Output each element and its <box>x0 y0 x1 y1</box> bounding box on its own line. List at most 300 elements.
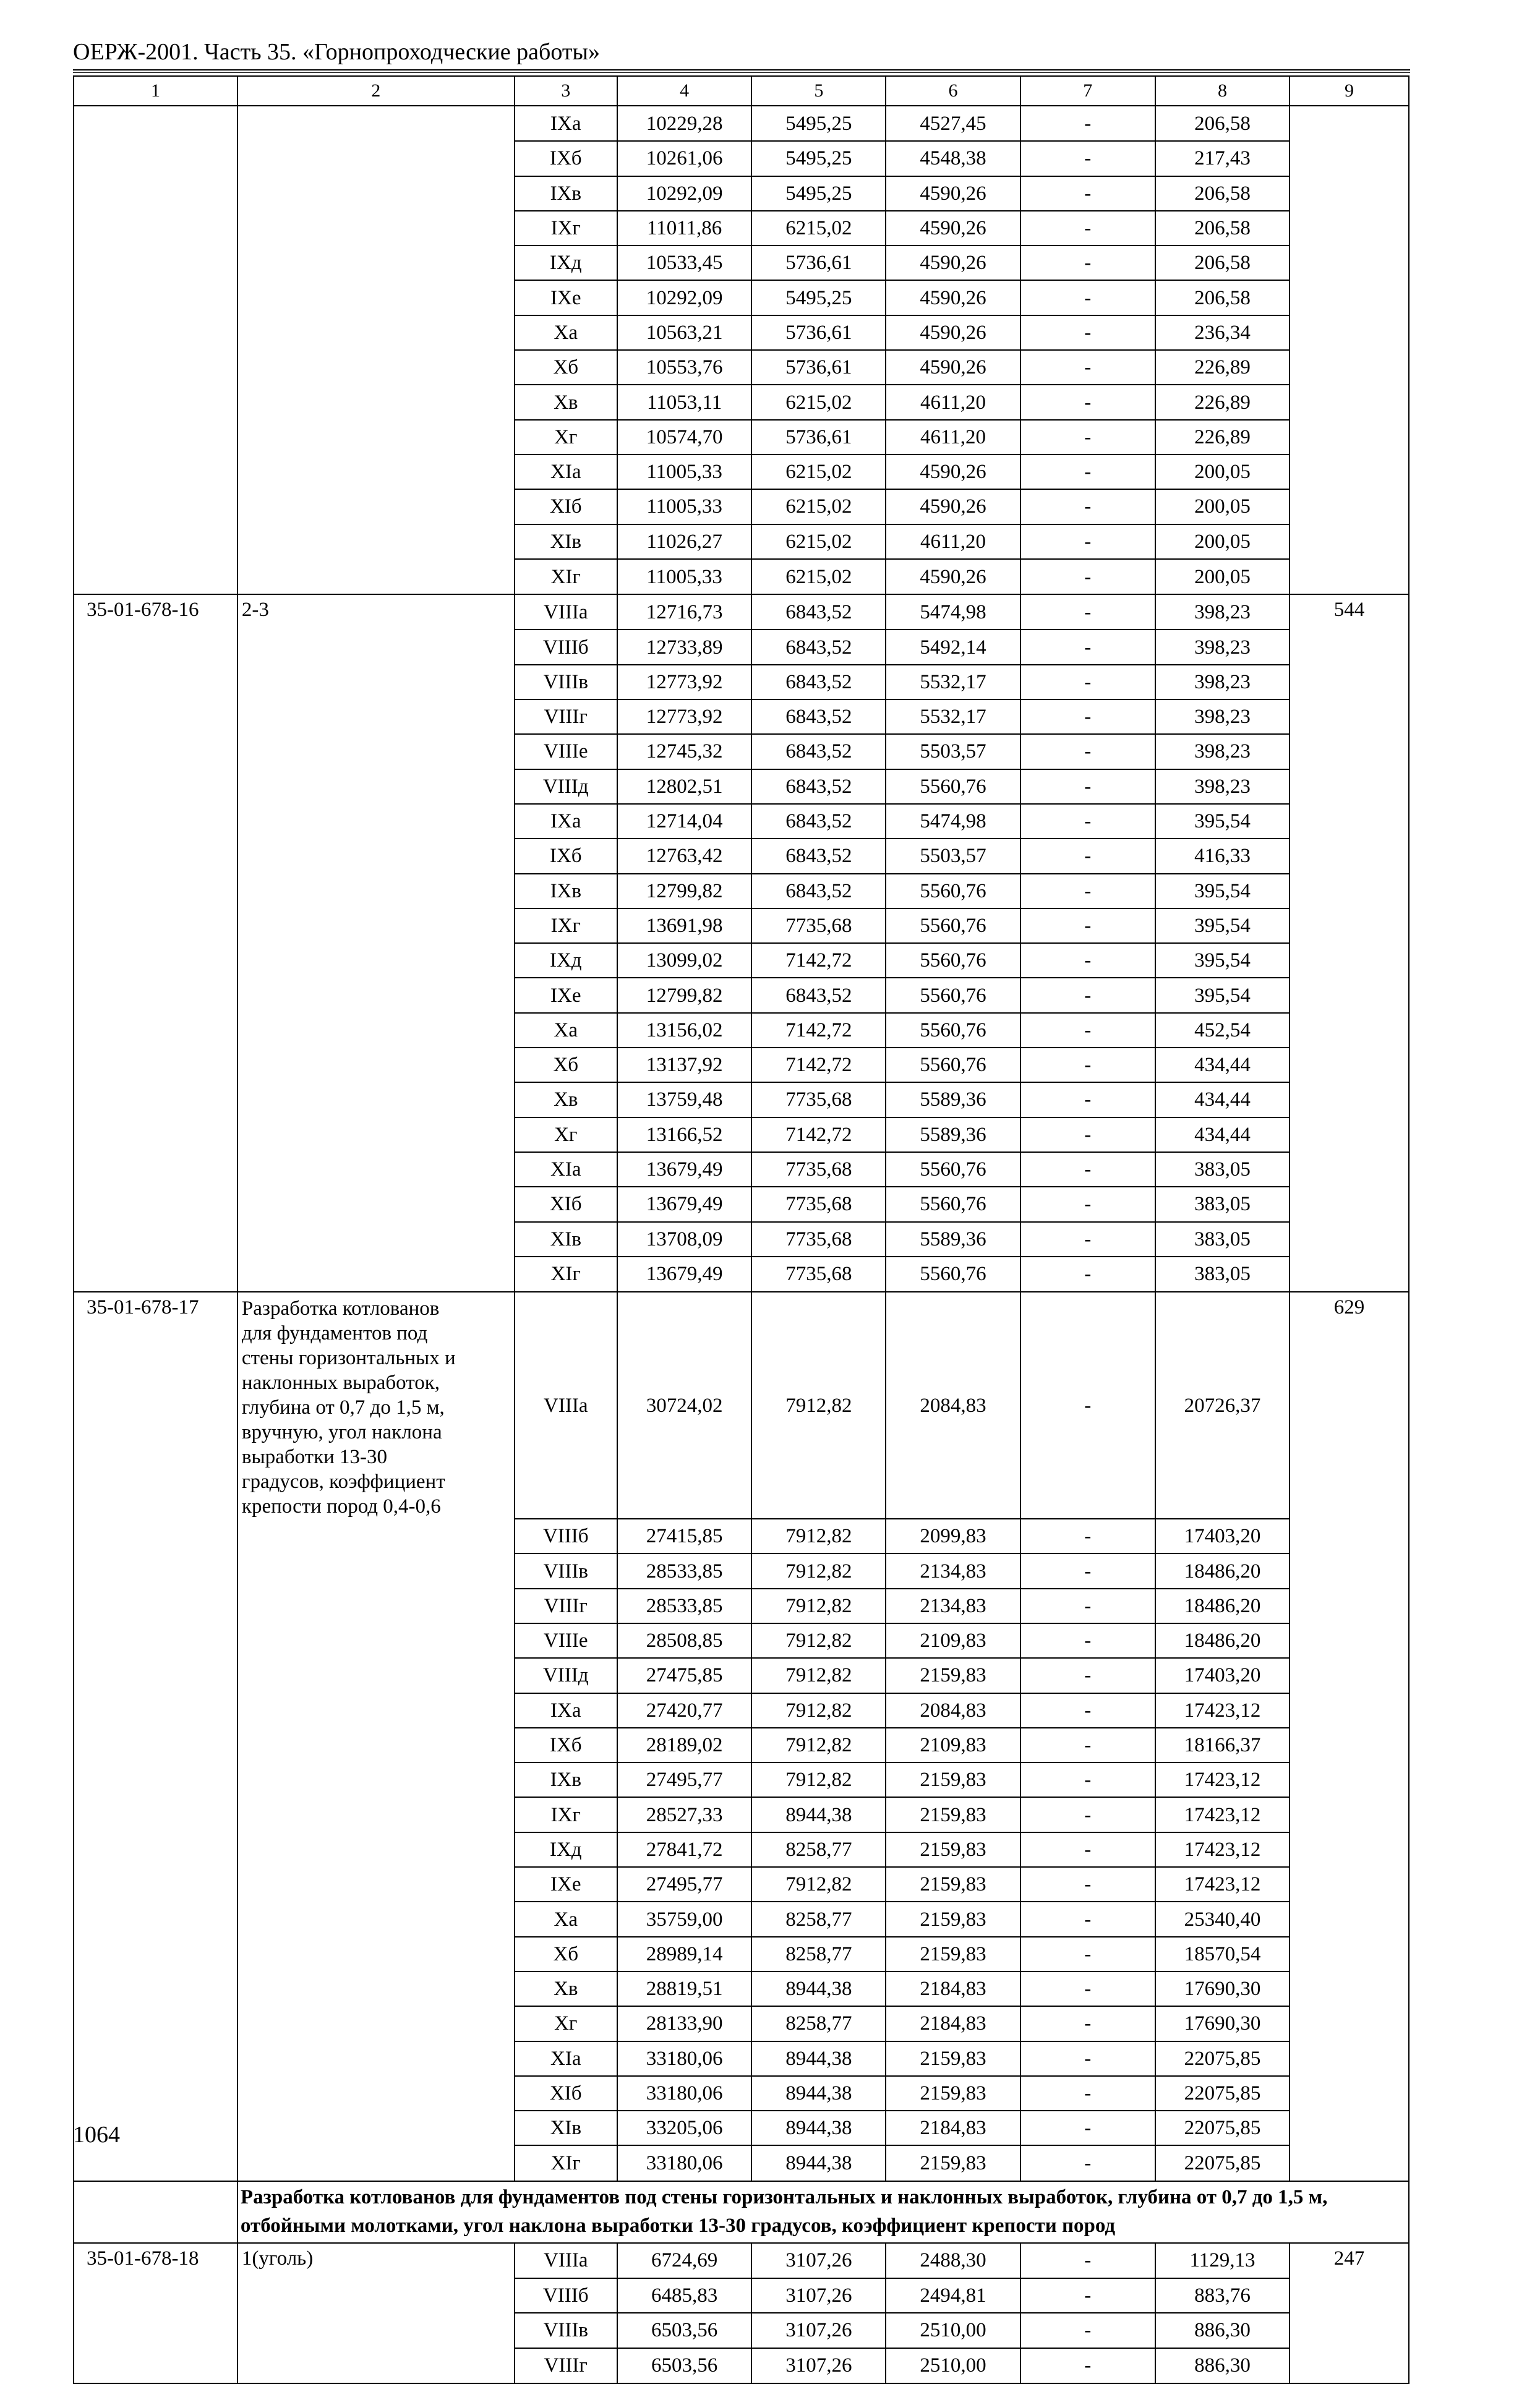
resource-code-cell <box>74 630 237 664</box>
resource-code-cell <box>74 1117 237 1152</box>
value-cell: 4611,20 <box>886 524 1020 559</box>
value-cell: - <box>1020 1728 1155 1762</box>
value-cell: 5474,98 <box>886 594 1020 630</box>
group-cell: XIв <box>515 1222 617 1257</box>
value-cell: 4590,26 <box>886 176 1020 211</box>
table-row <box>74 1257 1409 1292</box>
column9-cell <box>1290 943 1409 978</box>
work-name-cell <box>237 2145 515 2181</box>
value-cell: 4590,26 <box>886 350 1020 385</box>
value-cell: 7735,68 <box>751 1257 886 1292</box>
value-cell: 5736,61 <box>751 350 886 385</box>
value-cell: 12733,89 <box>617 630 751 664</box>
value-cell: 6843,52 <box>751 665 886 699</box>
value-cell: - <box>1020 1082 1155 1117</box>
value-cell: 4590,26 <box>886 315 1020 350</box>
resource-code-cell <box>74 1693 237 1728</box>
work-name-cell <box>237 1257 515 1292</box>
value-cell: 4590,26 <box>886 559 1020 594</box>
column9-cell <box>1290 2006 1409 2041</box>
work-name-cell <box>237 1937 515 1972</box>
column9-cell <box>1290 1867 1409 1902</box>
resource-code-cell <box>74 1972 237 2006</box>
value-cell: 398,23 <box>1155 630 1290 664</box>
resource-code-cell <box>74 1623 237 1658</box>
work-name-cell <box>237 385 515 419</box>
value-cell: 28133,90 <box>617 2006 751 2041</box>
table-row <box>74 524 1409 559</box>
value-cell: 4590,26 <box>886 455 1020 489</box>
value-cell: 5495,25 <box>751 176 886 211</box>
value-cell: 5589,36 <box>886 1082 1020 1117</box>
value-cell: 5560,76 <box>886 1152 1020 1187</box>
value-cell: 2159,83 <box>886 2076 1020 2111</box>
value-cell: 17423,12 <box>1155 1693 1290 1728</box>
group-cell: XIг <box>515 1257 617 1292</box>
table-row <box>74 1762 1409 1797</box>
value-cell: 2159,83 <box>886 1797 1020 1832</box>
value-cell: 434,44 <box>1155 1117 1290 1152</box>
value-cell: 6843,52 <box>751 630 886 664</box>
work-name-cell <box>237 2348 515 2383</box>
work-name-cell <box>237 1658 515 1693</box>
value-cell: 200,05 <box>1155 455 1290 489</box>
table-row <box>74 1693 1409 1728</box>
value-cell: - <box>1020 2145 1155 2181</box>
work-name-cell <box>237 1972 515 2006</box>
group-cell: Xб <box>515 350 617 385</box>
work-name-cell <box>237 141 515 176</box>
work-name-cell <box>237 176 515 211</box>
work-name-cell <box>237 943 515 978</box>
resource-code-cell <box>74 804 237 839</box>
table-row <box>74 1013 1409 1048</box>
value-cell: - <box>1020 1589 1155 1623</box>
value-cell: 12716,73 <box>617 594 751 630</box>
value-cell: 6843,52 <box>751 874 886 908</box>
value-cell: - <box>1020 1117 1155 1152</box>
table-row <box>74 699 1409 734</box>
column9-cell: 629 <box>1290 1292 1409 1519</box>
work-name-cell <box>237 1519 515 1553</box>
table-body <box>74 76 1409 2383</box>
table-row <box>74 1048 1409 1082</box>
group-cell: Xб <box>515 1937 617 1972</box>
value-cell: 10292,09 <box>617 176 751 211</box>
table-row <box>74 2313 1409 2348</box>
value-cell: - <box>1020 246 1155 280</box>
work-name-line: градусов, коэффициент <box>241 1471 445 1493</box>
resource-code-cell <box>74 420 237 455</box>
value-cell: 2184,83 <box>886 2006 1020 2041</box>
value-cell: 6215,02 <box>751 524 886 559</box>
table-row <box>74 769 1409 804</box>
value-cell: 5492,14 <box>886 630 1020 664</box>
value-cell: - <box>1020 908 1155 943</box>
value-cell: - <box>1020 1693 1155 1728</box>
work-name-cell <box>237 1222 515 1257</box>
column9-cell <box>1290 1589 1409 1623</box>
value-cell: 5495,25 <box>751 106 886 141</box>
value-cell: - <box>1020 2313 1155 2348</box>
value-cell: 7735,68 <box>751 1082 886 1117</box>
header-rule-thin <box>73 72 1410 73</box>
resource-code-cell <box>74 2313 237 2348</box>
table-row <box>74 1187 1409 1221</box>
column9-cell <box>1290 1762 1409 1797</box>
value-cell: 3107,26 <box>751 2313 886 2348</box>
value-cell: 383,05 <box>1155 1257 1290 1292</box>
value-cell: 398,23 <box>1155 665 1290 699</box>
page-number: 1064 <box>73 2122 120 2148</box>
value-cell: 2184,83 <box>886 2111 1020 2145</box>
value-cell: 2510,00 <box>886 2348 1020 2383</box>
resource-code-cell <box>74 978 237 1012</box>
value-cell: - <box>1020 1867 1155 1902</box>
value-cell: 7142,72 <box>751 1013 886 1048</box>
value-cell: 10553,76 <box>617 350 751 385</box>
value-cell: 6843,52 <box>751 978 886 1012</box>
value-cell: 22075,85 <box>1155 2076 1290 2111</box>
group-cell: VIIIа <box>515 594 617 630</box>
value-cell: - <box>1020 1902 1155 1936</box>
resource-code-cell <box>74 350 237 385</box>
value-cell: 8944,38 <box>751 1797 886 1832</box>
value-cell: - <box>1020 769 1155 804</box>
work-name-line: стены горизонтальных и <box>241 1347 456 1370</box>
work-name-cell <box>237 350 515 385</box>
value-cell: 28527,33 <box>617 1797 751 1832</box>
resource-code-cell <box>74 734 237 769</box>
group-cell: IXа <box>515 106 617 141</box>
value-cell: 2084,83 <box>886 1693 1020 1728</box>
resource-code-cell <box>74 2278 237 2313</box>
column9-cell <box>1290 1048 1409 1082</box>
value-cell: 6724,69 <box>617 2243 751 2278</box>
value-cell: 27415,85 <box>617 1519 751 1553</box>
group-cell: Xв <box>515 385 617 419</box>
resource-code-cell <box>74 1519 237 1553</box>
value-cell: 10261,06 <box>617 141 751 176</box>
value-cell: - <box>1020 1292 1155 1519</box>
table-row <box>74 280 1409 315</box>
value-cell: 8258,77 <box>751 1832 886 1867</box>
group-cell: VIIIб <box>515 2278 617 2313</box>
value-cell: 886,30 <box>1155 2348 1290 2383</box>
value-cell: 2184,83 <box>886 1972 1020 2006</box>
group-cell: Xа <box>515 1902 617 1936</box>
value-cell: - <box>1020 839 1155 873</box>
value-cell: 7735,68 <box>751 908 886 943</box>
resource-code-cell <box>74 665 237 699</box>
column9-cell <box>1290 978 1409 1012</box>
group-cell: VIIIв <box>515 665 617 699</box>
column9-cell <box>1290 2041 1409 2076</box>
value-cell: 17403,20 <box>1155 1519 1290 1553</box>
value-cell: 4548,38 <box>886 141 1020 176</box>
table-row <box>74 908 1409 943</box>
resource-code-cell <box>74 1187 237 1221</box>
resource-code-cell <box>74 1902 237 1936</box>
value-cell: 4611,20 <box>886 420 1020 455</box>
value-cell: 452,54 <box>1155 1013 1290 1048</box>
section-heading-row <box>74 2181 1409 2243</box>
value-cell: 5560,76 <box>886 1187 1020 1221</box>
group-cell: VIIIг <box>515 1589 617 1623</box>
group-cell: IXд <box>515 1832 617 1867</box>
value-cell: - <box>1020 2041 1155 2076</box>
value-cell: 6843,52 <box>751 734 886 769</box>
value-cell: 7912,82 <box>751 1658 886 1693</box>
work-name-cell <box>237 874 515 908</box>
column9-cell <box>1290 769 1409 804</box>
value-cell: 10574,70 <box>617 420 751 455</box>
value-cell: 13099,02 <box>617 943 751 978</box>
value-cell: 6843,52 <box>751 769 886 804</box>
column9-cell <box>1290 559 1409 594</box>
value-cell: 2159,83 <box>886 1832 1020 1867</box>
table-row <box>74 978 1409 1012</box>
value-cell: 5495,25 <box>751 141 886 176</box>
value-cell: 3107,26 <box>751 2278 886 2313</box>
value-cell: - <box>1020 420 1155 455</box>
work-name-cell <box>237 1013 515 1048</box>
value-cell: 10292,09 <box>617 280 751 315</box>
resource-code-cell: 35-01-678-17 <box>74 1292 237 1519</box>
value-cell: 7912,82 <box>751 1589 886 1623</box>
resource-code-cell <box>74 141 237 176</box>
resource-code-cell <box>74 1728 237 1762</box>
value-cell: 27495,77 <box>617 1762 751 1797</box>
column-number: 9 <box>1290 76 1409 106</box>
value-cell: 22075,85 <box>1155 2041 1290 2076</box>
value-cell: 2159,83 <box>886 2145 1020 2181</box>
value-cell: 8944,38 <box>751 2145 886 2181</box>
resource-code-cell <box>74 246 237 280</box>
value-cell: - <box>1020 1762 1155 1797</box>
resource-code-cell <box>74 1048 237 1082</box>
value-cell: 8944,38 <box>751 2041 886 2076</box>
resource-code-cell <box>74 908 237 943</box>
work-name-cell <box>237 1048 515 1082</box>
group-cell: VIIIг <box>515 2348 617 2383</box>
resource-code-cell <box>74 1152 237 1187</box>
value-cell: 416,33 <box>1155 839 1290 873</box>
table-row <box>74 2348 1409 2383</box>
value-cell: 10229,28 <box>617 106 751 141</box>
column9-cell <box>1290 1972 1409 2006</box>
column9-cell <box>1290 2145 1409 2181</box>
value-cell: - <box>1020 1222 1155 1257</box>
value-cell: 5736,61 <box>751 315 886 350</box>
resource-code-cell <box>74 1589 237 1623</box>
value-cell: 398,23 <box>1155 699 1290 734</box>
value-cell: - <box>1020 455 1155 489</box>
group-cell: IXе <box>515 280 617 315</box>
value-cell: 395,54 <box>1155 804 1290 839</box>
value-cell: - <box>1020 1832 1155 1867</box>
value-cell: 5589,36 <box>886 1222 1020 1257</box>
resource-code-cell <box>74 280 237 315</box>
value-cell: 2084,83 <box>886 1292 1020 1519</box>
table-row <box>74 2111 1409 2145</box>
value-cell: 6843,52 <box>751 699 886 734</box>
group-cell: VIIIг <box>515 699 617 734</box>
column9-cell <box>1290 1728 1409 1762</box>
value-cell: - <box>1020 2006 1155 2041</box>
column9-cell <box>1290 2278 1409 2313</box>
value-cell: 13679,49 <box>617 1257 751 1292</box>
column9-cell <box>1290 489 1409 524</box>
value-cell: 5736,61 <box>751 420 886 455</box>
group-cell: Xа <box>515 315 617 350</box>
value-cell: 22075,85 <box>1155 2111 1290 2145</box>
column9-cell <box>1290 2348 1409 2383</box>
table-row <box>74 1937 1409 1972</box>
value-cell: 7912,82 <box>751 1519 886 1553</box>
value-cell: 2109,83 <box>886 1728 1020 1762</box>
value-cell: 2134,83 <box>886 1589 1020 1623</box>
value-cell: 6485,83 <box>617 2278 751 2313</box>
column9-cell <box>1290 1693 1409 1728</box>
group-cell: Xг <box>515 420 617 455</box>
value-cell: 5560,76 <box>886 1013 1020 1048</box>
table-row <box>74 315 1409 350</box>
value-cell: - <box>1020 1048 1155 1082</box>
value-cell: 8944,38 <box>751 2076 886 2111</box>
column9-cell <box>1290 1152 1409 1187</box>
value-cell: 2159,83 <box>886 1867 1020 1902</box>
value-cell: 18166,37 <box>1155 1728 1290 1762</box>
value-cell: - <box>1020 943 1155 978</box>
work-name-cell <box>237 699 515 734</box>
value-cell: 7912,82 <box>751 1623 886 1658</box>
value-cell: - <box>1020 559 1155 594</box>
group-cell: XIб <box>515 2076 617 2111</box>
price-table <box>73 75 1410 2384</box>
work-name-cell <box>237 1728 515 1762</box>
group-cell: VIIIа <box>515 1292 617 1519</box>
value-cell: 7735,68 <box>751 1222 886 1257</box>
table-row <box>74 385 1409 419</box>
table-row <box>74 559 1409 594</box>
table-row <box>74 246 1409 280</box>
table-row <box>74 455 1409 489</box>
value-cell: 12763,42 <box>617 839 751 873</box>
value-cell: 10533,45 <box>617 246 751 280</box>
table-row <box>74 1589 1409 1623</box>
work-name-cell <box>237 804 515 839</box>
value-cell: 13679,49 <box>617 1152 751 1187</box>
table-row <box>74 839 1409 873</box>
column9-cell <box>1290 2076 1409 2111</box>
value-cell: 206,58 <box>1155 176 1290 211</box>
work-name-line: крепости пород 0,4-0,6 <box>241 1495 441 1518</box>
value-cell: 2494,81 <box>886 2278 1020 2313</box>
column9-cell <box>1290 1937 1409 1972</box>
value-cell: 11005,33 <box>617 559 751 594</box>
column9-cell <box>1290 1832 1409 1867</box>
resource-code-cell <box>74 2348 237 2383</box>
value-cell: - <box>1020 1937 1155 1972</box>
work-name-line: выработки 13-30 <box>241 1446 388 1469</box>
value-cell: 2159,83 <box>886 1937 1020 1972</box>
column9-cell <box>1290 455 1409 489</box>
column9-cell <box>1290 1658 1409 1693</box>
value-cell: - <box>1020 2111 1155 2145</box>
resource-code-cell <box>74 2006 237 2041</box>
column9-cell <box>1290 420 1409 455</box>
value-cell: - <box>1020 1658 1155 1693</box>
value-cell: 4590,26 <box>886 211 1020 246</box>
value-cell: 8944,38 <box>751 2111 886 2145</box>
value-cell: 200,05 <box>1155 559 1290 594</box>
table-row <box>74 106 1409 141</box>
resource-code-cell <box>74 1658 237 1693</box>
table-row <box>74 665 1409 699</box>
work-name-line: Разработка котлованов <box>241 1297 440 1320</box>
group-cell: XIг <box>515 559 617 594</box>
value-cell: 2510,00 <box>886 2313 1020 2348</box>
value-cell: 6215,02 <box>751 455 886 489</box>
group-cell: Xа <box>515 1013 617 1048</box>
column9-cell: 544 <box>1290 594 1409 630</box>
work-name-cell <box>237 2076 515 2111</box>
value-cell: 18486,20 <box>1155 1623 1290 1658</box>
value-cell: - <box>1020 350 1155 385</box>
value-cell: 18570,54 <box>1155 1937 1290 1972</box>
resource-code-cell <box>74 455 237 489</box>
value-cell: - <box>1020 1553 1155 1588</box>
section-code-cell <box>74 2181 237 2243</box>
work-name-cell <box>237 839 515 873</box>
value-cell: 33205,06 <box>617 2111 751 2145</box>
value-cell: 3107,26 <box>751 2243 886 2278</box>
group-cell: VIIIб <box>515 630 617 664</box>
table-row <box>74 2243 1409 2278</box>
group-cell: XIа <box>515 1152 617 1187</box>
table-row <box>74 1152 1409 1187</box>
value-cell: 398,23 <box>1155 769 1290 804</box>
value-cell: 6503,56 <box>617 2348 751 2383</box>
work-name-line: вручную, угол наклона <box>241 1421 442 1444</box>
value-cell: - <box>1020 176 1155 211</box>
value-cell: 395,54 <box>1155 943 1290 978</box>
group-cell: IXе <box>515 978 617 1012</box>
value-cell: 4590,26 <box>886 280 1020 315</box>
resource-code-cell <box>74 489 237 524</box>
value-cell: 30724,02 <box>617 1292 751 1519</box>
table-row <box>74 630 1409 664</box>
table-row <box>74 211 1409 246</box>
group-cell: VIIIе <box>515 734 617 769</box>
work-name-cell <box>237 2111 515 2145</box>
value-cell: 4527,45 <box>886 106 1020 141</box>
column9-cell <box>1290 211 1409 246</box>
value-cell: - <box>1020 2278 1155 2313</box>
value-cell: 2099,83 <box>886 1519 1020 1553</box>
value-cell: 6503,56 <box>617 2313 751 2348</box>
value-cell: 5560,76 <box>886 943 1020 978</box>
column9-cell <box>1290 699 1409 734</box>
value-cell: - <box>1020 2243 1155 2278</box>
value-cell: 398,23 <box>1155 734 1290 769</box>
value-cell: 6215,02 <box>751 211 886 246</box>
value-cell: 395,54 <box>1155 978 1290 1012</box>
column-number: 4 <box>617 76 751 106</box>
work-name-cell <box>237 489 515 524</box>
resource-code-cell: 35-01-678-18 <box>74 2243 237 2278</box>
